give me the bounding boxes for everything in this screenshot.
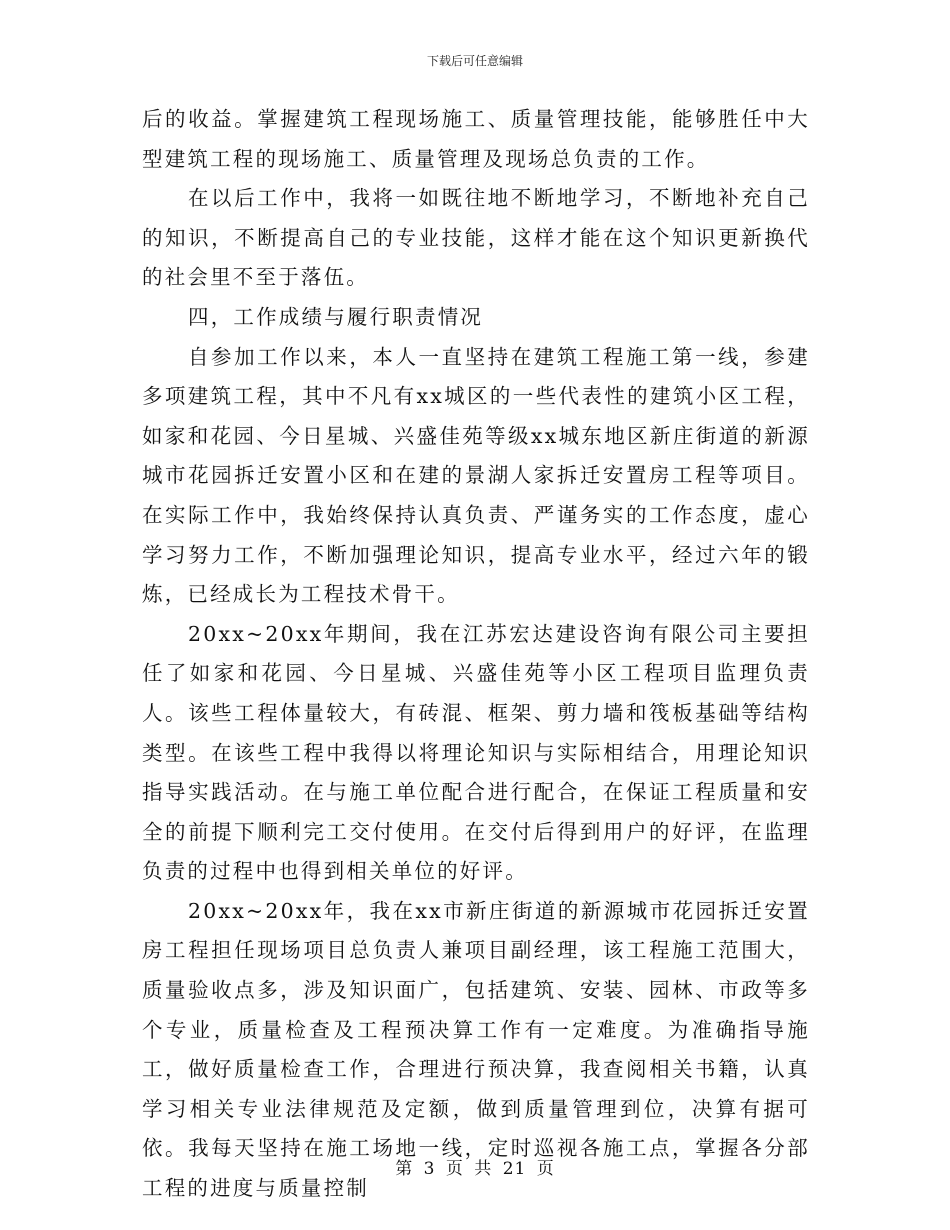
paragraph-2: 在以后工作中，我将一如既往地不断地学习，不断地补充自己的知识，不断提高自己的专业技能，这样才能在这个知识更新换代的社会里不至于落伍。 <box>142 186 810 290</box>
document-body <box>142 100 810 1209</box>
paragraph-5: 20xx~20xx年，我在xx市新庄街道的新源城市花园拆迁安置房工程担任现场项目总负责人兼项目副经理，该工程施工范围大，质量验收点多，涉及知识面广，包括建筑、安装、园林、市政等多个专业，质量检查及工程预决算工作有一定难度。为准确指导施工，做好质量检查工作，合理进行预决算，我查阅相关书籍，认真学习相关专业法律规范及定额，做到质量管理到位，决算有据可依。我每天坚持在施工场地一线，定时巡视各施工点，掌握各分部工程的进度与质量控制 <box>142 898 810 1201</box>
page-header: 下载后可任意编辑 <box>426 54 523 68</box>
paragraph-3: 自参加工作以来，本人一直坚持在建筑工程施工第一线，参建多项建筑工程，其中不凡有xx城区的一些代表性的建筑小区工程，如家和花园、今日星城、兴盛佳苑等级xx城东地区新庄街道的新源城市花园拆迁安置小区和在建的景湖人家拆迁安置房工程等项目。在实际工作中，我始终保持认真负责、严谨务实的工作态度，虚心学习努力工作，不断加强理论知识，提高专业水平，经过六年的锻炼，已经成长为工程技术骨干。 <box>142 344 810 607</box>
paragraph-1: 后的收益。掌握建筑工程现场施工、质量管理技能，能够胜任中大型建筑工程的现场施工、质量管理及现场总负责的工作。 <box>142 107 810 171</box>
page-number-footer: 第 3 页 共 21 页 <box>395 1159 555 1179</box>
section-heading: 四，工作成绩与履行职责情况 <box>188 304 484 329</box>
paragraph-4: 20xx~20xx年期间，我在江苏宏达建设咨询有限公司主要担任了如家和花园、今日星城、兴盛佳苑等小区工程项目监理负责人。该些工程体量较大，有砖混、框架、剪力墙和筏板基础等结构类型。在该些工程中我得以将理论知识与实际相结合，用理论知识指导实践活动。在与施工单位配合进行配合，在保证工程质量和安全的前提下顺利完工交付使用。在交付后得到用户的好评，在监理负责的过程中也得到相关单位的好评。 <box>142 621 810 884</box>
